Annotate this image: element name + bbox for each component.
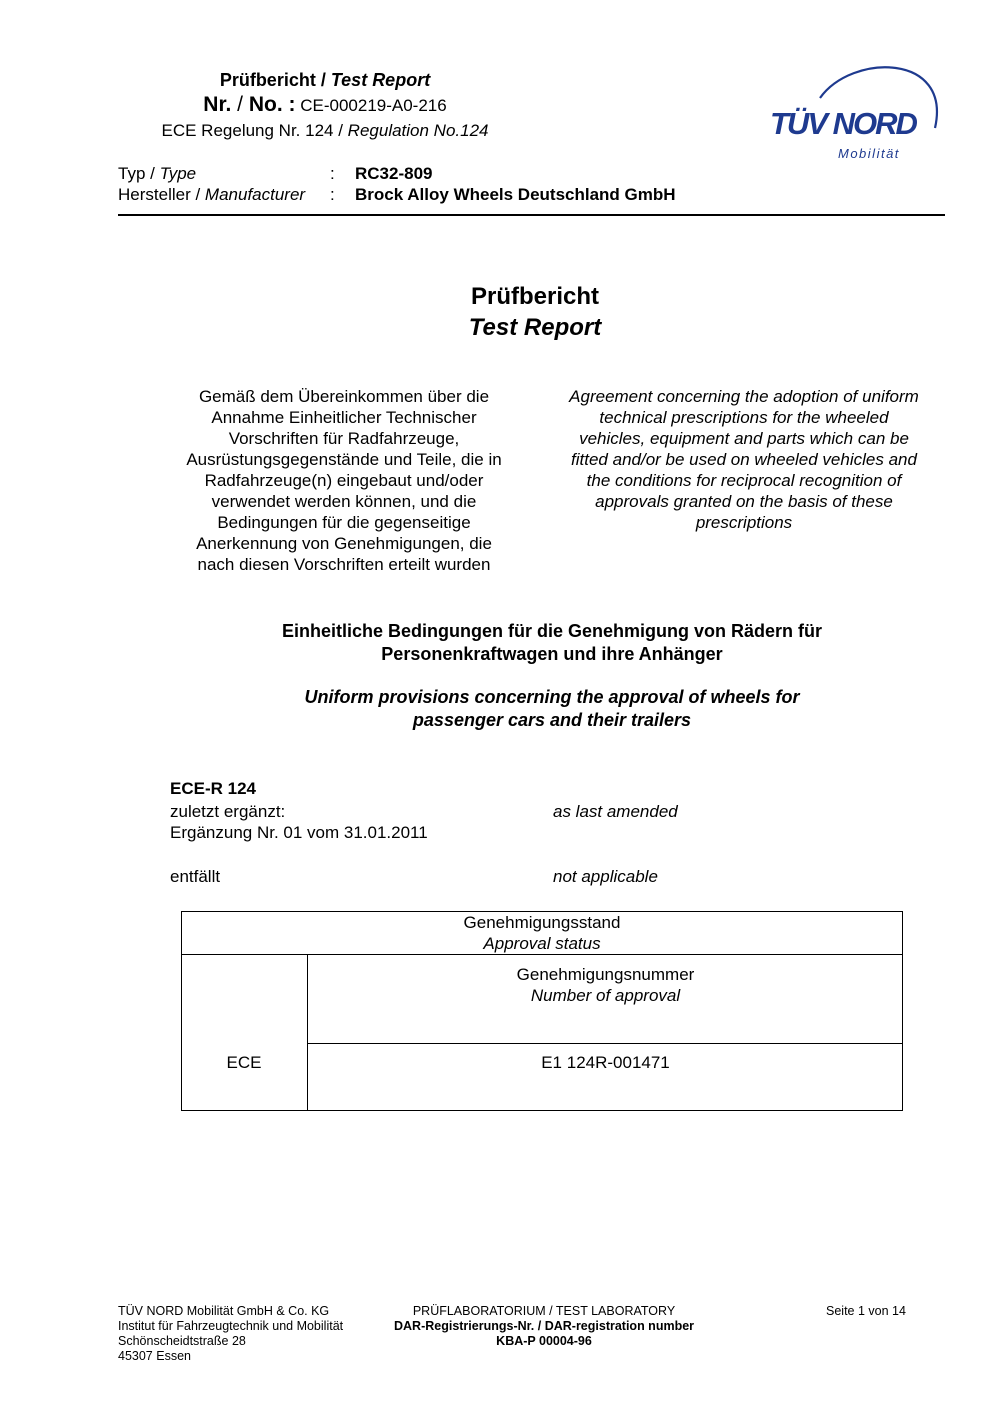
type-label-en: Type (159, 164, 197, 183)
manufacturer-label (118, 185, 305, 205)
not-applicable-en: not applicable (553, 867, 658, 886)
agreement-de-line: Gemäß dem Übereinkommen über die (198, 387, 490, 406)
type-label (118, 164, 196, 184)
type-label-de: Typ (118, 164, 146, 183)
agreement-de-line: Bedingungen für die gegenseitige (217, 513, 471, 532)
agreement-en-line: fitted and/or be used on wheeled vehicles and (571, 450, 917, 469)
supplement: Ergänzung Nr. 01 vom 31.01.2011 (170, 823, 428, 842)
table-divider (181, 954, 903, 955)
agreement-de-line: nach diesen Vorschriften erteilt wurden (197, 555, 491, 574)
approval-number-header (308, 964, 903, 1006)
footer-laboratory (382, 1304, 706, 1349)
nr-value: CE-000219-A0-216 (300, 96, 447, 115)
agreement-en (550, 386, 938, 533)
type-value: RC32-809 (355, 164, 433, 183)
manufacturer-value: Brock Alloy Wheels Deutschland GmbH (355, 185, 676, 204)
separator: / (190, 185, 205, 204)
table-divider (307, 1043, 903, 1044)
table-border (181, 1110, 903, 1111)
manufacturer-label-en: Manufacturer (204, 185, 306, 204)
amended-en: as last amended (553, 802, 678, 821)
approval-number-value: E1 124R-001471 (541, 1053, 670, 1072)
approval-status-header (181, 912, 903, 954)
regulation-en: Regulation No.124 (347, 121, 489, 140)
logo-subtitle: Mobilität (838, 146, 900, 161)
regulation-line (118, 121, 532, 141)
report-label-en: Test Report (330, 70, 431, 90)
agreement-de (168, 386, 520, 575)
conditions-de (230, 620, 874, 666)
report-label-de: Prüfbericht (219, 70, 316, 90)
amended-de: zuletzt ergänzt: (170, 802, 286, 821)
manufacturer-colon: : (330, 185, 335, 204)
separator: / (315, 70, 331, 90)
page-number: Seite 1 von 14 (826, 1304, 906, 1318)
agreement-de-line: verwendet werden können, und die (211, 492, 477, 511)
type-colon: : (330, 164, 335, 183)
report-number (118, 93, 532, 117)
approval-number-label-en: Number of approval (530, 986, 681, 1005)
agreement-en-line: the conditions for reciprocal recognition of (586, 471, 902, 490)
conditions-de-line: Personenkraftwagen und ihre Anhänger (381, 644, 723, 664)
footer-company-line: 45307 Essen (118, 1349, 191, 1363)
report-heading (118, 70, 532, 91)
approval-status-table (181, 911, 903, 1111)
conditions-en-line: passenger cars and their trailers (412, 710, 692, 730)
agreement-en-line: prescriptions (695, 513, 793, 532)
footer-lab-title: PRÜFLABORATORIUM / TEST LABORATORY (412, 1304, 676, 1318)
agreement-en-line: technical prescriptions for the wheeled (599, 408, 889, 427)
footer-company-line: Schönscheidtstraße 28 (118, 1334, 246, 1348)
agreement-de-line: Annahme Einheitlicher Technischer (211, 408, 477, 427)
logo-wordmark: TÜV NORD (770, 106, 916, 141)
nr-label-en: No. : (248, 93, 296, 116)
page-title-en: Test Report (468, 314, 602, 341)
agreement-de-line: Radfahrzeuge(n) eingebaut und/oder (204, 471, 484, 490)
agreement-de-line: Vorschriften für Radfahrzeuge, (228, 429, 460, 448)
separator: / (333, 121, 348, 140)
agreement-en-line: approvals granted on the basis of these (595, 492, 893, 511)
regulation-de: ECE Regelung Nr. 124 (161, 121, 334, 140)
approval-status-de: Genehmigungsstand (463, 913, 621, 932)
footer-company-line: TÜV NORD Mobilität GmbH & Co. KG (118, 1304, 330, 1318)
footer-company-line: Institut für Fahrzeugtechnik und Mobilität (118, 1319, 344, 1333)
separator: / (145, 164, 160, 183)
conditions-en-line: Uniform provisions concerning the approval of wheels for (304, 687, 800, 707)
approval-row-label: ECE (226, 1053, 262, 1072)
approval-number-label-de: Genehmigungsnummer (516, 965, 695, 984)
page-title-de: Prüfbericht (470, 283, 599, 310)
footer-lab-reg-value: KBA-P 00004-96 (496, 1334, 592, 1348)
agreement-en-line: vehicles, equipment and parts which can be (579, 429, 909, 448)
nr-label-de: Nr. (203, 93, 232, 116)
agreement-en-line: Agreement concerning the adoption of uniform (569, 387, 919, 406)
separator: / (231, 93, 249, 116)
header-divider (118, 214, 945, 216)
agreement-de-line: Anerkennung von Genehmigungen, die (196, 534, 492, 553)
footer-company (118, 1304, 343, 1364)
manufacturer-label-de: Hersteller (118, 185, 191, 204)
agreement-de-line: Ausrüstungsgegenstände und Teile, die in (186, 450, 502, 469)
regulation-code: ECE-R 124 (170, 779, 256, 798)
footer-lab-reg-label: DAR-Registrierungs-Nr. / DAR-registration number (393, 1319, 695, 1333)
conditions-en (230, 686, 874, 732)
approval-status-en: Approval status (483, 934, 601, 953)
conditions-de-line: Einheitliche Bedingungen für die Genehmigung von Rädern für (281, 621, 823, 641)
not-applicable-de: entfällt (170, 867, 221, 886)
